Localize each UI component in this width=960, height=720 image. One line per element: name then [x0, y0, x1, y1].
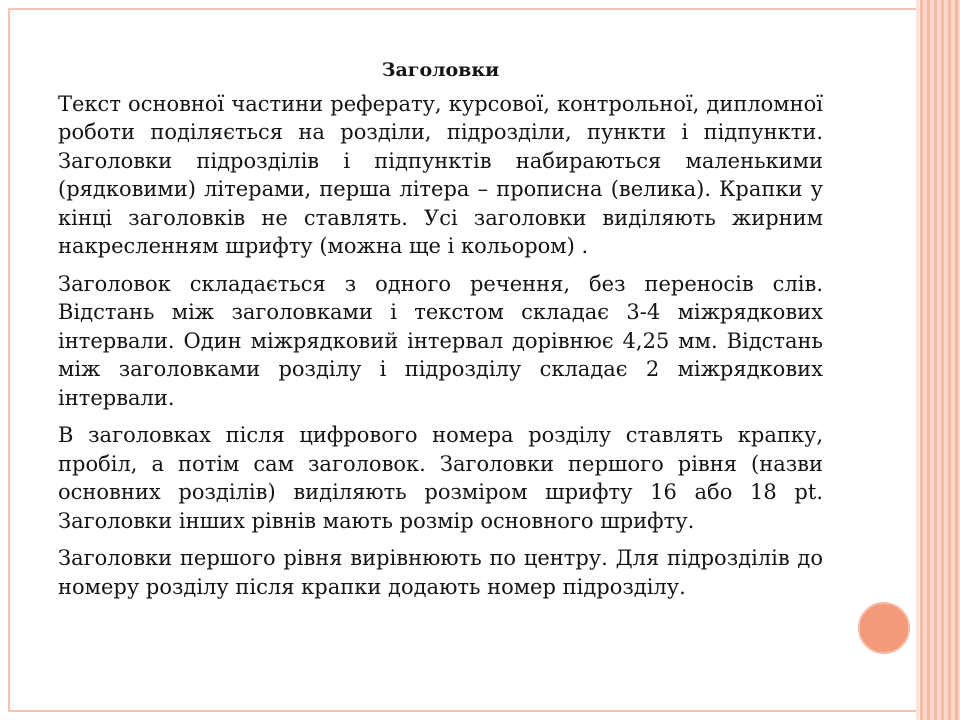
decorative-stripes: [920, 0, 960, 720]
paragraph-3: В заголовках після цифрового номера розділу ставлять крапку, пробіл, а потім сам заголовок. Заголовки першого рівня (назви основних розділів) виділяють розміром шрифту 16 або 18 pt. Заголовки інших рівнів мають розмір основного шрифту.: [58, 423, 823, 533]
paragraph-1: Текст основної частини реферату, курсової, контрольної, дипломної роботи поділяється на розділи, підрозділи, пункти і підпункти. Заголовки підрозділів і підпунктів набираються маленькими (рядковими) літерами, перша літера – прописна (велика). Крапки у кінці заголовків не ставлять. Усі заголовки виділяють жирним накресленням шрифту (можна ще і кольором) .: [58, 91, 823, 258]
paragraph-2: Заголовок складається з одного речення, без переносів слів. Відстань між заголовками і текстом складає 3-4 міжрядкових інтервали. Один міжрядковий інтервал дорівнює 4,25 мм. Відстань між заголовками розділу і підрозділу складає 2 міжрядкових інтервали.: [58, 271, 823, 410]
decorative-circle: [858, 602, 910, 654]
slide-content: [58, 56, 823, 610]
paragraph-4: Заголовки першого рівня вирівнюють по центру. Для підрозділів до номеру розділу після крапки додають номер підрозділу.: [58, 546, 823, 599]
slide-title: Заголовки: [381, 59, 500, 81]
